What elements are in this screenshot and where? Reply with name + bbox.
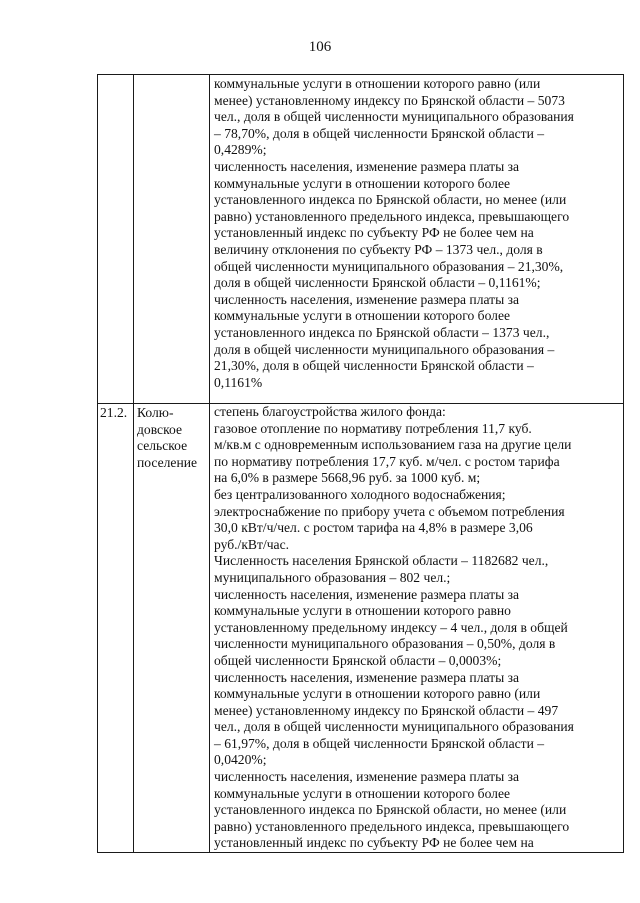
description-line: численности муниципального образования – 0,50%, доля в <box>214 636 556 652</box>
description-line: м/кв.м с одновременным использованием газа на другие цели <box>214 437 572 453</box>
description-line: равно) установленного предельного индекса, превышающего <box>214 818 570 834</box>
description-line: численность населения, изменение размера платы за <box>214 769 520 785</box>
description-line: установленного индекса по Брянской области – 1373 чел., <box>214 324 550 340</box>
settlement-name-cell <box>134 404 210 853</box>
description-line: – 78,70%, доля в общей численности Брянской области – <box>214 125 545 141</box>
description-line: менее) установленному индексу по Брянской области – 497 <box>214 702 559 718</box>
description-line: 30,0 кВт/ч/чел. с ростом тарифа на 4,8% в размере 3,06 <box>214 520 533 536</box>
description-line: установленному предельному индексу – 4 чел., доля в общей <box>214 619 568 635</box>
description-cell <box>210 75 624 404</box>
settlement-name <box>134 404 209 471</box>
description-line: общей численности муниципального образования – 21,30%, <box>214 258 564 274</box>
description-line: коммунальные услуги в отношении которого более <box>214 175 511 191</box>
description-line: чел., доля в общей численности муниципального образования <box>214 719 574 735</box>
description-line: численность населения, изменение размера платы за <box>214 291 520 307</box>
municipal-data-table <box>97 74 624 853</box>
settlement-name-cell <box>134 75 210 404</box>
description-line: общей численности Брянской области – 0,0003%; <box>214 652 502 668</box>
description-line: величину отклонения по субъекту РФ – 1373 чел., доля в <box>214 241 543 257</box>
row-number: 21.2. <box>100 405 128 420</box>
settlement-name-line: поселение <box>137 454 198 470</box>
description-line: 0,0420%; <box>214 752 267 768</box>
description-line: численность населения, изменение размера платы за <box>214 669 520 685</box>
description-line: численность населения, изменение размера платы за <box>214 158 520 174</box>
description-line: коммунальные услуги в отношении которого равно (или <box>214 686 541 702</box>
description-line: 21,30%, доля в общей численности Брянской области – <box>214 358 534 374</box>
description-line: доля в общей численности Брянской области – 0,1161%; <box>214 275 541 291</box>
description-line: по нормативу потребления 17,7 куб. м/чел. с ростом тарифа <box>214 453 560 469</box>
description-line: чел., доля в общей численности муниципального образования <box>214 109 574 125</box>
description-line: степень благоустройства жилого фонда: <box>214 404 446 419</box>
description-line: коммунальные услуги в отношении которого более <box>214 308 511 324</box>
description-line: численность населения, изменение размера платы за <box>214 586 520 602</box>
description-line: газовое отопление по нормативу потребления 11,7 куб. <box>214 420 532 436</box>
description-line: – 61,97%, доля в общей численности Брянской области – <box>214 735 545 751</box>
description-line: установленного индекса по Брянской области, но менее (или <box>214 802 567 818</box>
description-line: муниципального образования – 802 чел.; <box>214 569 451 585</box>
description-line: установленный индекс по субъекту РФ не более чем на <box>214 225 534 241</box>
settlement-name-line: довское <box>137 421 182 437</box>
description-line: установленный индекс по субъекту РФ не более чем на <box>214 835 534 851</box>
page-number: 106 <box>308 39 332 55</box>
description-line: доля в общей численности муниципального образования – <box>214 341 555 357</box>
row-number <box>98 75 133 76</box>
description-line: менее) установленному индексу по Брянской области – 5073 <box>214 92 565 108</box>
description-line: Численность населения Брянской области – 1182682 чел., <box>214 553 549 569</box>
table-row <box>98 404 624 853</box>
description-line: руб./кВт/час. <box>214 536 290 552</box>
description-line: на 6,0% в размере 5668,96 руб. за 1000 куб. м; <box>214 470 481 486</box>
settlement-name-line: Колю- <box>137 405 174 420</box>
description-line: 0,1161% <box>214 374 263 390</box>
row-number-cell <box>98 404 134 853</box>
description-line: электроснабжение по прибору учета с объемом потребления <box>214 503 565 519</box>
description-line: коммунальные услуги в отношении которого равно (или <box>214 76 541 91</box>
description-text <box>210 75 623 391</box>
table-row <box>98 75 624 404</box>
description-cell <box>210 404 624 853</box>
description-line: 0,4289%; <box>214 142 267 158</box>
description-line: коммунальные услуги в отношении которого равно <box>214 603 511 619</box>
settlement-name-line: сельское <box>137 438 188 454</box>
description-line: равно) установленного предельного индекса, превышающего <box>214 208 570 224</box>
description-line: без централизованного холодного водоснабжения; <box>214 486 506 502</box>
description-text <box>210 404 623 852</box>
row-number-cell <box>98 75 134 404</box>
description-line: коммунальные услуги в отношении которого более <box>214 785 511 801</box>
description-line: установленного индекса по Брянской области, но менее (или <box>214 192 567 208</box>
